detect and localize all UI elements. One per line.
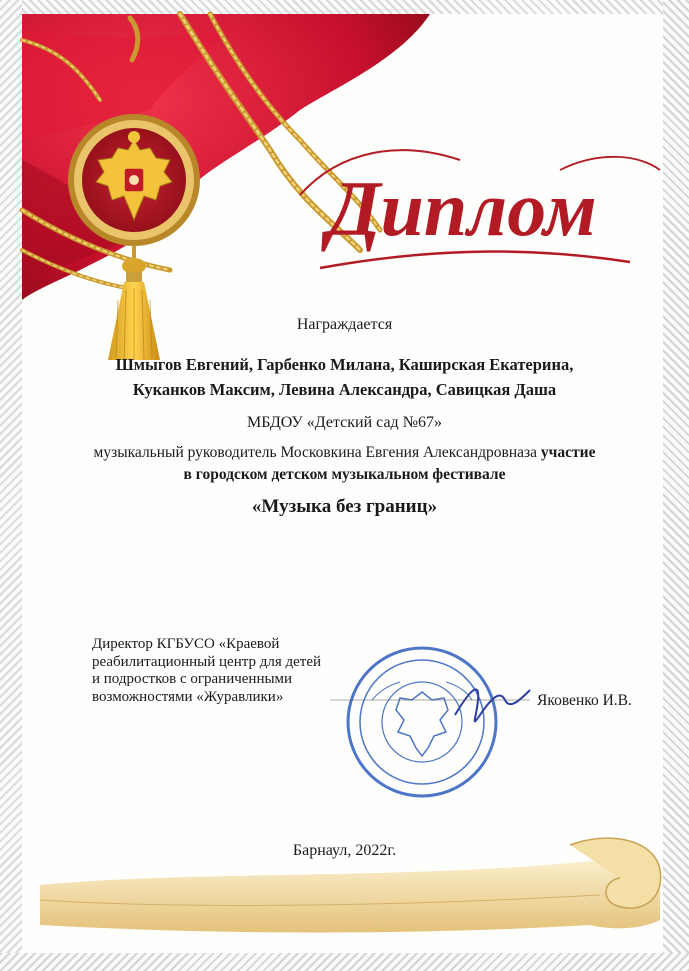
city-year: Барнаул, 2022г. <box>292 842 397 859</box>
recipient-names-line-2: Куканков Максим, Левина Александра, Савицкая Даша <box>132 380 557 399</box>
recipient-names-line-1: Шмыгов Евгений, Гарбенко Милана, Каширская Екатерина, <box>115 355 574 374</box>
diploma-title: Диплом <box>327 165 597 252</box>
awarded-label: Награждается <box>296 316 393 333</box>
participation-text: участие <box>537 444 596 461</box>
signature <box>455 689 530 721</box>
director-line-4: возможностями «Журавлики» <box>92 688 284 705</box>
director-line-2: реабилитационный центр для детей <box>92 653 322 670</box>
director-line-1: Директор КГБУСО «Краевой <box>92 636 280 652</box>
stamp-icon <box>348 648 496 796</box>
reason-line-2: в городском детском музыкальном фестивале <box>183 466 506 483</box>
coat-of-arms-icon <box>68 114 200 246</box>
director-title <box>92 636 332 706</box>
organization-name: МБДОУ «Детский сад №67» <box>247 414 442 431</box>
signer-name: Яковенко И.В. <box>537 692 632 709</box>
reason-line-1 <box>0 444 689 462</box>
tassel-icon <box>108 246 160 360</box>
supervisor-text: музыкальный руководитель Московкина Евгения Александровназа <box>93 444 538 461</box>
director-line-3: и подростков с ограниченными <box>92 671 293 687</box>
festival-name: «Музыка без границ» <box>251 496 438 517</box>
